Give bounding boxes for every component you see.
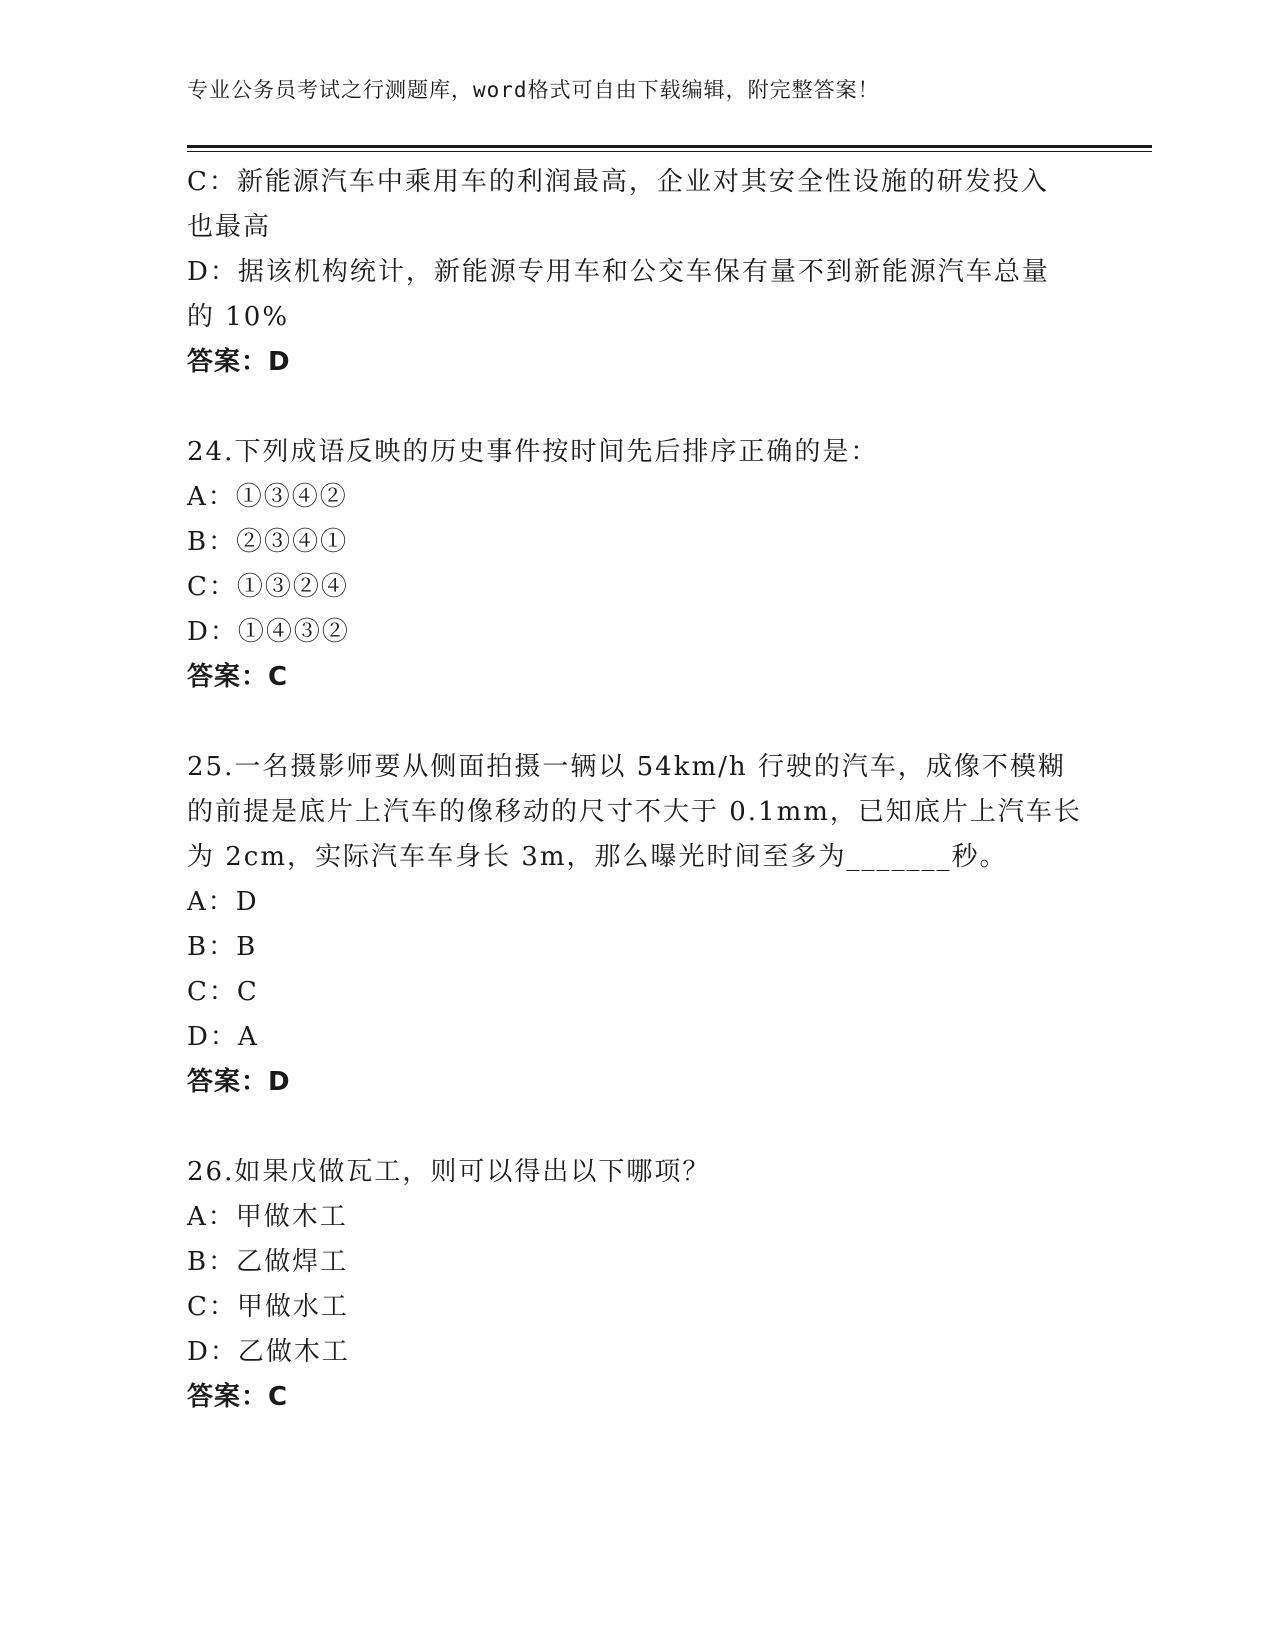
answer-line: 答案：C	[187, 662, 289, 692]
option-c-line-2: 也最高	[187, 212, 272, 242]
option-c-line-1: C：新能源汽车中乘用车的利润最高，企业对其安全性设施的研发投入	[187, 167, 1049, 197]
option-c: C：①③②④	[187, 572, 349, 602]
question-block-25	[187, 745, 1087, 1105]
option-b: B：B	[187, 932, 258, 962]
option-d: D：A	[187, 1022, 259, 1052]
option-d: D：乙做木工	[187, 1337, 350, 1367]
option-d-line-1: D：据该机构统计，新能源专用车和公交车保有量不到新能源汽车总量	[187, 257, 1050, 287]
page-header: 专业公务员考试之行测题库，word格式可自由下载编辑，附完整答案！	[187, 78, 880, 102]
question-stem: 25.一名摄影师要从侧面拍摄一辆以 54km/h 行驶的汽车，成像不模糊	[187, 752, 1066, 782]
option-c: C：甲做水工	[187, 1292, 349, 1322]
option-b: B：乙做焊工	[187, 1247, 349, 1277]
answer-line: 答案：C	[187, 1382, 289, 1412]
option-a: A：D	[187, 887, 259, 917]
option-d: D：①④③②	[187, 617, 350, 647]
spacer	[187, 1105, 1087, 1150]
header-rule-thick	[187, 145, 1152, 148]
answer-line: 答案：D	[187, 1067, 291, 1097]
question-stem: 26.如果戊做瓦工，则可以得出以下哪项？	[187, 1157, 711, 1187]
option-a: A：①③④②	[187, 482, 348, 512]
option-a: A：甲做木工	[187, 1202, 348, 1232]
answer-line: 答案：D	[187, 347, 291, 377]
question-block-24	[187, 430, 1087, 700]
question-block-continued	[187, 160, 1087, 385]
question-block-26	[187, 1150, 1087, 1420]
option-b: B：②③④①	[187, 527, 349, 557]
question-stem: 的前提是底片上汽车的像移动的尺寸不大于 0.1mm，已知底片上汽车长	[187, 797, 1082, 827]
option-d-line-2: 的 10%	[187, 302, 290, 332]
spacer	[187, 385, 1087, 430]
spacer	[187, 700, 1087, 745]
question-stem: 为 2cm，实际汽车车身长 3m，那么曝光时间至多为_______秒。	[187, 842, 1008, 872]
document-body	[187, 160, 1087, 1420]
option-c: C：C	[187, 977, 259, 1007]
question-stem: 24.下列成语反映的历史事件按时间先后排序正确的是：	[187, 437, 879, 467]
header-rule-thin	[187, 151, 1152, 152]
